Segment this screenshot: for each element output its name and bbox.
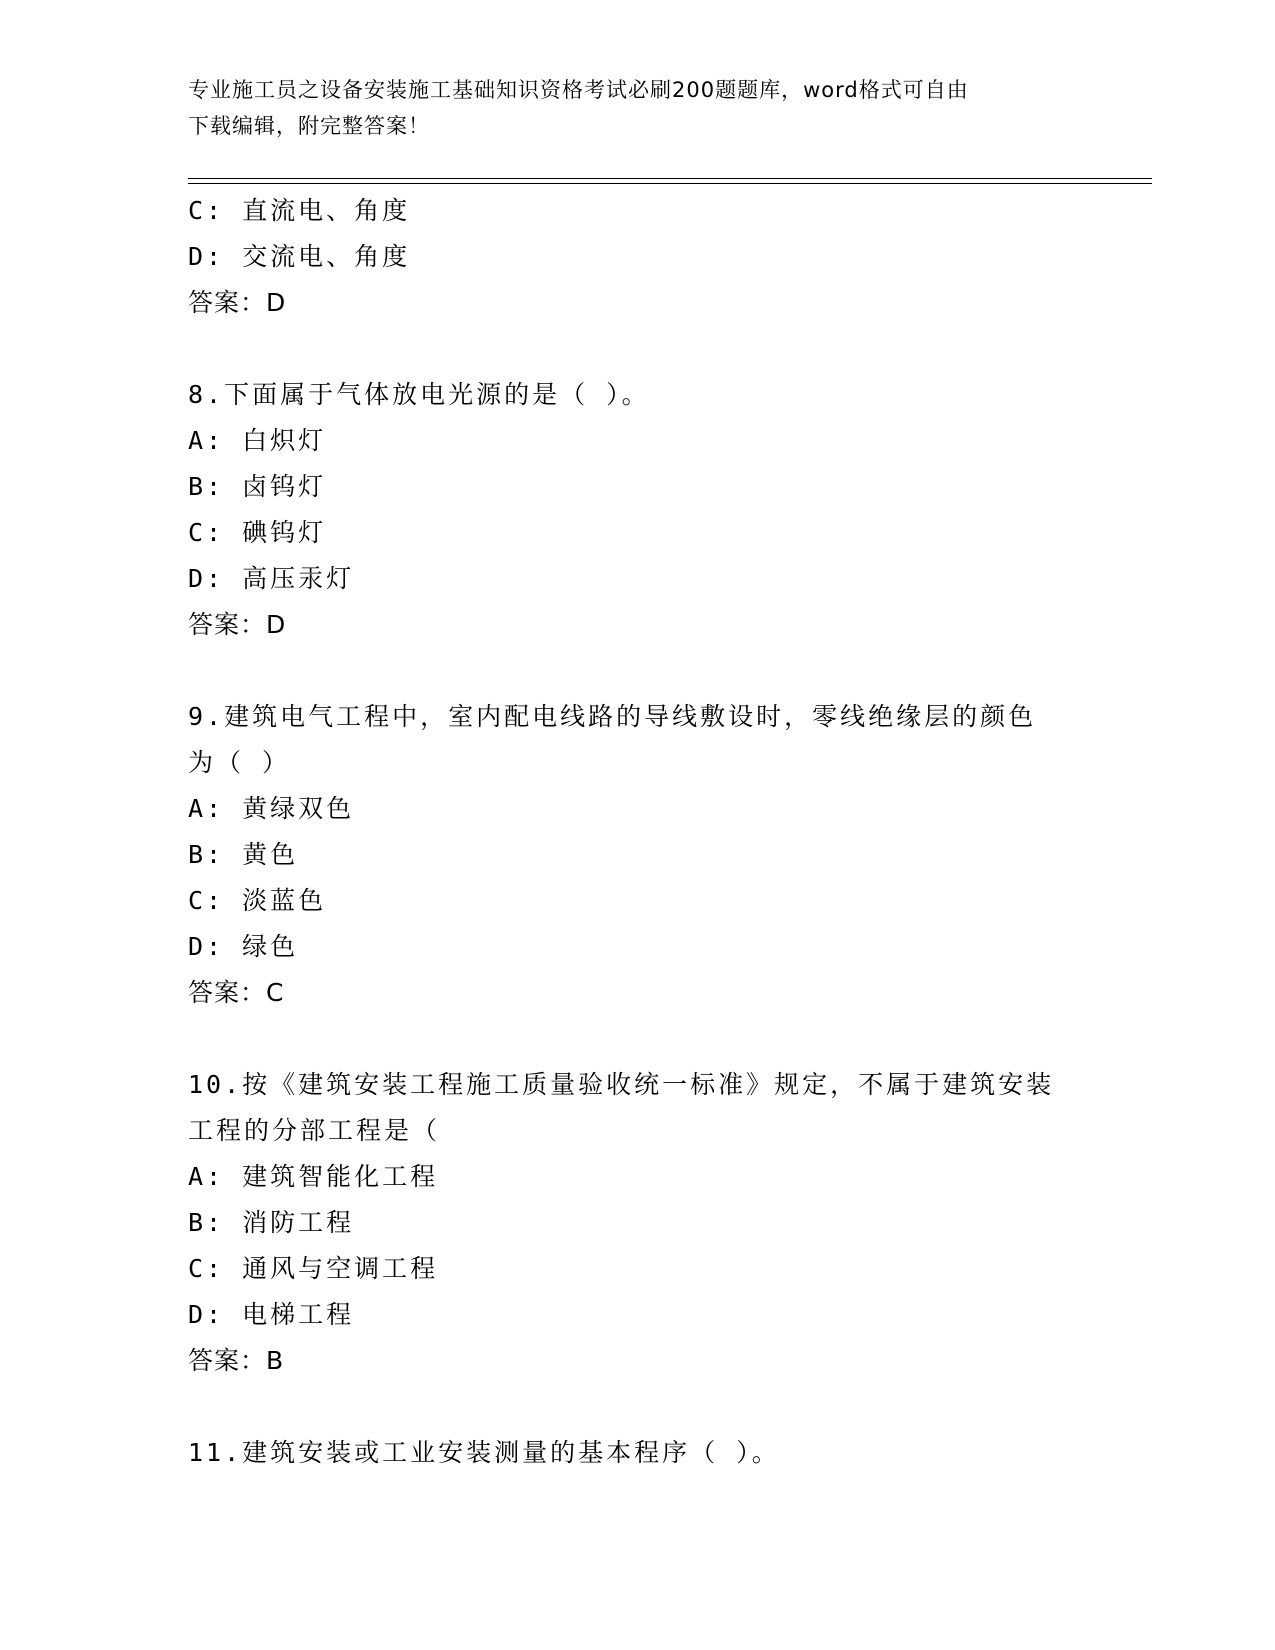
- document-header: [188, 72, 1088, 144]
- q10-option-a: A: 建筑智能化工程: [188, 1162, 439, 1191]
- q8-option-d: D: 高压汞灯: [188, 564, 355, 593]
- question-10: [188, 1062, 1148, 1384]
- q8-option-a: A: 白炽灯: [188, 426, 327, 455]
- q7-answer: 答案：D: [188, 288, 287, 317]
- q8-question: 8.下面属于气体放电光源的是（ ）。: [188, 380, 650, 409]
- q8-option-c: C: 碘钨灯: [188, 518, 327, 547]
- q9-question-line-2: 为（ ）: [188, 748, 291, 777]
- q10-option-d: D: 电梯工程: [188, 1300, 355, 1329]
- question-7: [188, 188, 1148, 326]
- spacer: [188, 1384, 1148, 1430]
- q8-answer: 答案：D: [188, 610, 287, 639]
- q9-question-line-1: 9.建筑电气工程中，室内配电线路的导线敷设时，零线绝缘层的颜色: [188, 702, 1037, 731]
- q7-option-c: C: 直流电、角度: [188, 196, 411, 225]
- q9-option-c: C: 淡蓝色: [188, 886, 327, 915]
- question-9: [188, 694, 1148, 1016]
- question-8: [188, 372, 1148, 648]
- q9-option-a: A: 黄绿双色: [188, 794, 355, 823]
- q9-answer: 答案：C: [188, 978, 285, 1007]
- q10-option-c: C: 通风与空调工程: [188, 1254, 439, 1283]
- q9-option-d: D: 绿色: [188, 932, 299, 961]
- spacer: [188, 648, 1148, 694]
- question-11: [188, 1430, 1148, 1476]
- q7-option-d: D: 交流电、角度: [188, 242, 411, 271]
- header-title-line-2: 下载编辑，附完整答案！: [188, 114, 430, 138]
- q8-option-b: B: 卤钨灯: [188, 472, 327, 501]
- question-list: [188, 188, 1148, 1476]
- header-title-line-1: 专业施工员之设备安装施工基础知识资格考试必刷200题题库，word格式可自由: [188, 78, 969, 102]
- header-divider-top: [188, 178, 1152, 179]
- q9-option-b: B: 黄色: [188, 840, 299, 869]
- q10-answer: 答案：B: [188, 1346, 285, 1375]
- header-divider-bottom: [188, 183, 1152, 184]
- q10-question-line-1: 10.按《建筑安装工程施工质量验收统一标准》规定，不属于建筑安装: [188, 1070, 1055, 1099]
- spacer: [188, 1016, 1148, 1062]
- spacer: [188, 326, 1148, 372]
- q11-question: 11.建筑安装或工业安装测量的基本程序（ ）。: [188, 1438, 780, 1467]
- q10-question-line-2: 工程的分部工程是（: [188, 1116, 441, 1145]
- q10-option-b: B: 消防工程: [188, 1208, 355, 1237]
